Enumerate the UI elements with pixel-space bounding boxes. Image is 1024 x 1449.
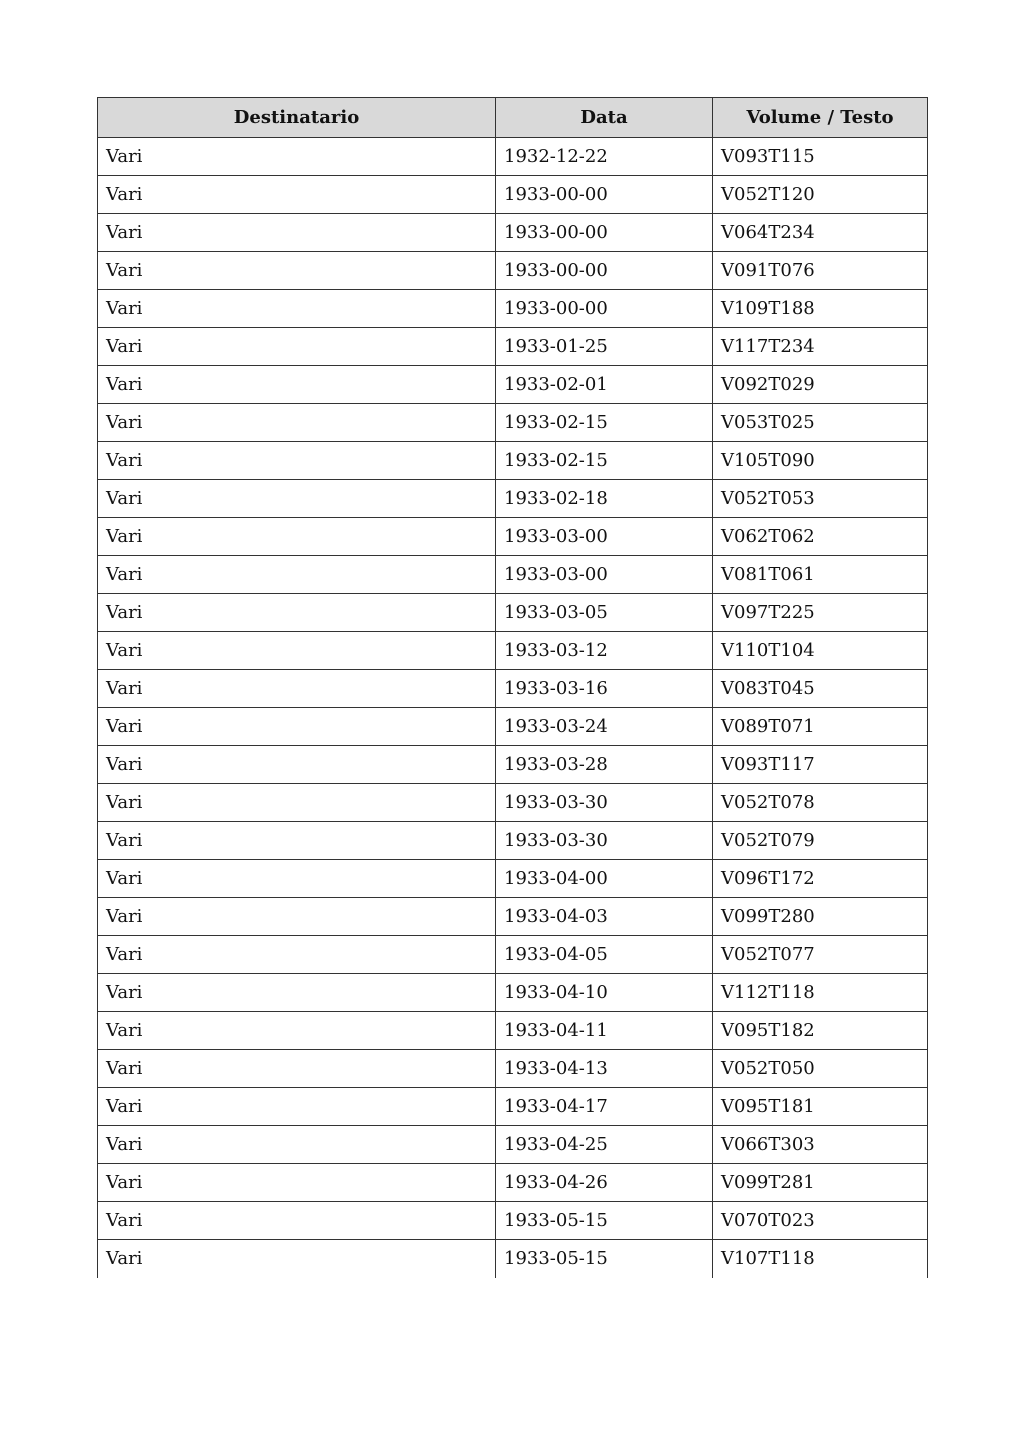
table-row [98, 1240, 928, 1278]
cell-data: 1933-04-17 [496, 1088, 713, 1126]
table-row [98, 632, 928, 670]
header-destinatario: Destinatario [98, 98, 496, 138]
cell-volume-testo: V093T115 [713, 138, 928, 176]
cell-volume-testo: V091T076 [713, 252, 928, 290]
cell-volume-testo: V052T120 [713, 176, 928, 214]
cell-data: 1933-00-00 [496, 176, 713, 214]
document-page [97, 97, 927, 1278]
cell-data: 1933-03-30 [496, 822, 713, 860]
cell-volume-testo: V092T029 [713, 366, 928, 404]
cell-volume-testo: V095T182 [713, 1012, 928, 1050]
cell-volume-testo: V112T118 [713, 974, 928, 1012]
cell-volume-testo: V053T025 [713, 404, 928, 442]
cell-destinatario: Vari [98, 138, 496, 176]
cell-destinatario: Vari [98, 784, 496, 822]
cell-volume-testo: V095T181 [713, 1088, 928, 1126]
cell-volume-testo: V097T225 [713, 594, 928, 632]
table-row [98, 898, 928, 936]
cell-data: 1933-01-25 [496, 328, 713, 366]
cell-data: 1933-03-00 [496, 556, 713, 594]
cell-volume-testo: V052T078 [713, 784, 928, 822]
table-row [98, 1088, 928, 1126]
cell-volume-testo: V089T071 [713, 708, 928, 746]
cell-volume-testo: V117T234 [713, 328, 928, 366]
table-row [98, 290, 928, 328]
cell-data: 1933-04-03 [496, 898, 713, 936]
cell-destinatario: Vari [98, 556, 496, 594]
cell-destinatario: Vari [98, 480, 496, 518]
cell-destinatario: Vari [98, 1050, 496, 1088]
cell-data: 1933-05-15 [496, 1202, 713, 1240]
letters-table [97, 97, 928, 1278]
cell-volume-testo: V064T234 [713, 214, 928, 252]
table-row [98, 1050, 928, 1088]
cell-data: 1933-03-12 [496, 632, 713, 670]
table-row [98, 784, 928, 822]
cell-volume-testo: V099T281 [713, 1164, 928, 1202]
cell-destinatario: Vari [98, 1202, 496, 1240]
table-row [98, 670, 928, 708]
cell-destinatario: Vari [98, 366, 496, 404]
cell-destinatario: Vari [98, 518, 496, 556]
table-row [98, 556, 928, 594]
table-row [98, 1164, 928, 1202]
cell-data: 1933-03-16 [496, 670, 713, 708]
cell-data: 1933-05-15 [496, 1240, 713, 1278]
table-row [98, 936, 928, 974]
cell-destinatario: Vari [98, 1088, 496, 1126]
cell-destinatario: Vari [98, 442, 496, 480]
cell-volume-testo: V109T188 [713, 290, 928, 328]
cell-destinatario: Vari [98, 822, 496, 860]
table-row [98, 176, 928, 214]
cell-data: 1933-04-05 [496, 936, 713, 974]
cell-destinatario: Vari [98, 1240, 496, 1278]
cell-volume-testo: V110T104 [713, 632, 928, 670]
cell-volume-testo: V062T062 [713, 518, 928, 556]
table-row [98, 404, 928, 442]
table-row [98, 214, 928, 252]
cell-destinatario: Vari [98, 594, 496, 632]
cell-destinatario: Vari [98, 670, 496, 708]
cell-volume-testo: V105T090 [713, 442, 928, 480]
cell-data: 1933-00-00 [496, 214, 713, 252]
cell-volume-testo: V096T172 [713, 860, 928, 898]
cell-destinatario: Vari [98, 328, 496, 366]
cell-volume-testo: V107T118 [713, 1240, 928, 1278]
cell-volume-testo: V052T050 [713, 1050, 928, 1088]
cell-volume-testo: V052T077 [713, 936, 928, 974]
header-data: Data [496, 98, 713, 138]
cell-data: 1933-02-18 [496, 480, 713, 518]
cell-volume-testo: V066T303 [713, 1126, 928, 1164]
cell-destinatario: Vari [98, 974, 496, 1012]
cell-destinatario: Vari [98, 746, 496, 784]
table-row [98, 518, 928, 556]
cell-destinatario: Vari [98, 176, 496, 214]
cell-data: 1933-02-15 [496, 442, 713, 480]
cell-destinatario: Vari [98, 1164, 496, 1202]
cell-data: 1933-02-15 [496, 404, 713, 442]
cell-volume-testo: V052T053 [713, 480, 928, 518]
cell-data: 1933-03-28 [496, 746, 713, 784]
table-row [98, 480, 928, 518]
table-row [98, 138, 928, 176]
cell-data: 1933-00-00 [496, 252, 713, 290]
cell-data: 1933-04-13 [496, 1050, 713, 1088]
cell-data: 1933-03-24 [496, 708, 713, 746]
cell-destinatario: Vari [98, 1126, 496, 1164]
cell-destinatario: Vari [98, 936, 496, 974]
table-row [98, 1012, 928, 1050]
table-row [98, 1126, 928, 1164]
cell-destinatario: Vari [98, 632, 496, 670]
table-row [98, 860, 928, 898]
cell-data: 1933-04-11 [496, 1012, 713, 1050]
cell-data: 1933-03-00 [496, 518, 713, 556]
cell-volume-testo: V083T045 [713, 670, 928, 708]
cell-destinatario: Vari [98, 214, 496, 252]
cell-destinatario: Vari [98, 252, 496, 290]
cell-destinatario: Vari [98, 1012, 496, 1050]
cell-data: 1933-04-25 [496, 1126, 713, 1164]
table-row [98, 442, 928, 480]
table-row [98, 708, 928, 746]
cell-data: 1933-02-01 [496, 366, 713, 404]
table-row [98, 594, 928, 632]
cell-destinatario: Vari [98, 404, 496, 442]
cell-volume-testo: V052T079 [713, 822, 928, 860]
cell-data: 1932-12-22 [496, 138, 713, 176]
table-row [98, 366, 928, 404]
table-row [98, 746, 928, 784]
cell-volume-testo: V099T280 [713, 898, 928, 936]
table-row [98, 1202, 928, 1240]
cell-data: 1933-04-10 [496, 974, 713, 1012]
cell-data: 1933-04-26 [496, 1164, 713, 1202]
table-row [98, 822, 928, 860]
cell-destinatario: Vari [98, 290, 496, 328]
cell-data: 1933-03-30 [496, 784, 713, 822]
cell-volume-testo: V081T061 [713, 556, 928, 594]
cell-data: 1933-03-05 [496, 594, 713, 632]
table-body [98, 138, 928, 1278]
table-header-row [98, 98, 928, 138]
table-row [98, 252, 928, 290]
cell-data: 1933-04-00 [496, 860, 713, 898]
cell-destinatario: Vari [98, 898, 496, 936]
header-volume-testo: Volume / Testo [713, 98, 928, 138]
table-row [98, 974, 928, 1012]
cell-destinatario: Vari [98, 860, 496, 898]
table-row [98, 328, 928, 366]
cell-destinatario: Vari [98, 708, 496, 746]
cell-volume-testo: V070T023 [713, 1202, 928, 1240]
cell-data: 1933-00-00 [496, 290, 713, 328]
cell-volume-testo: V093T117 [713, 746, 928, 784]
